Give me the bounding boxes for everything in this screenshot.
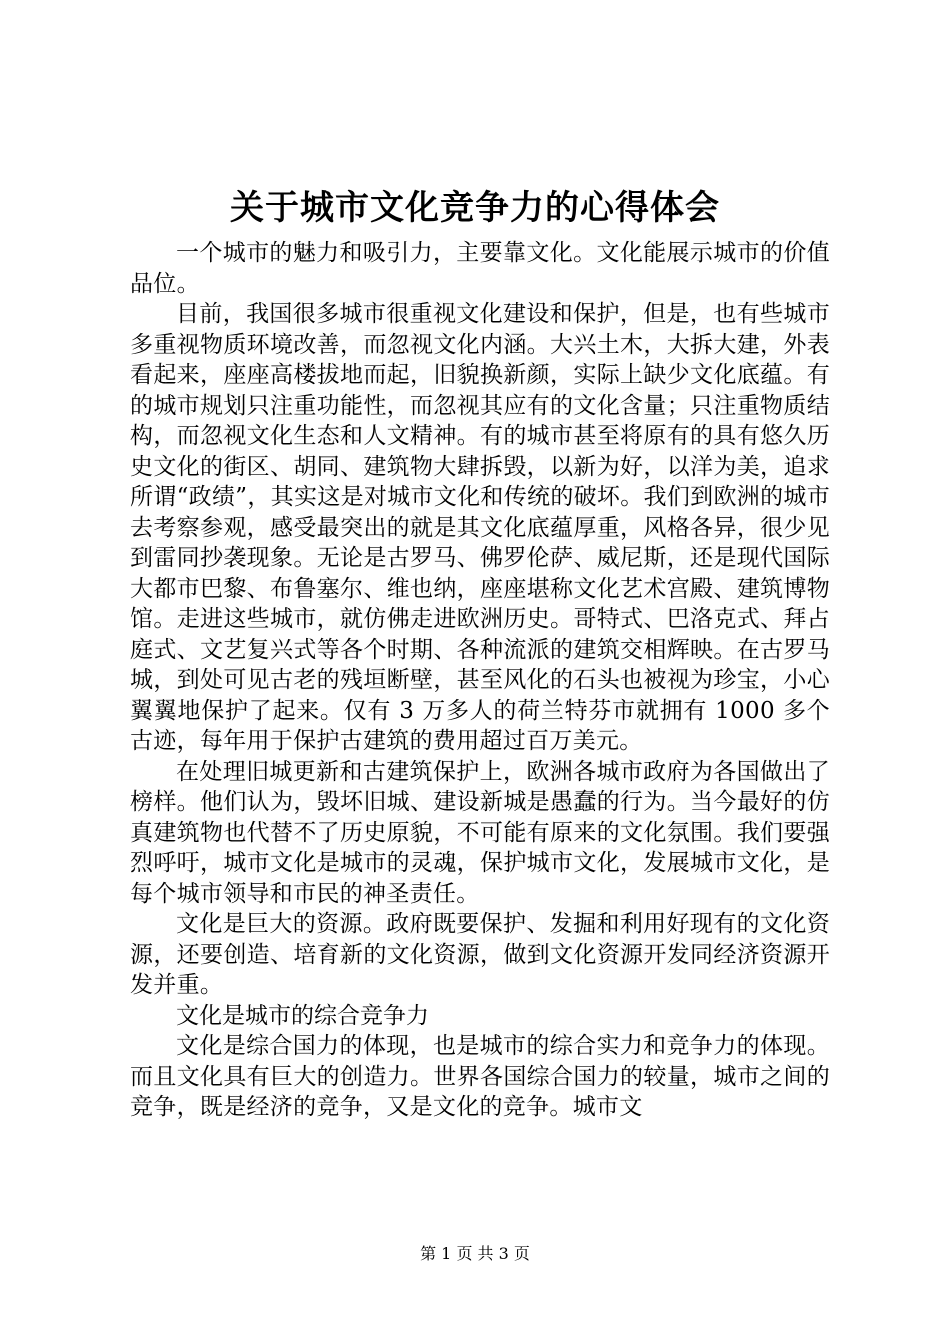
paragraph-1: 一个城市的魅力和吸引力，主要靠文化。文化能展示城市的价值品位。: [130, 240, 830, 297]
section-heading: 文化是城市的综合竞争力: [176, 1002, 429, 1029]
paragraph-2: 目前，我国很多城市很重视文化建设和保护，但是，也有些城市多重视物质环境改善，而忽视文化内涵。大兴土木，大拆大建，外表看起来，座座高楼拔地而起，旧貌换新颜，实际上缺少文化底蕴。有的城市规划只注重功能性，而忽视其应有的文化含量；只注重物质结构，而忽视文化生态和人文精神。有的城市甚至将原有的具有悠久历史文化的街区、胡同、建筑物大肆拆毁，以新为好，以洋为美，追求所谓“政绩”，其实这是对城市文化和传统的破坏。我们到欧洲的城市去考察参观，感受最突出的就是其文化底蕴厚重，风格各异，很少见到雷同抄袭现象。无论是古罗马、佛罗伦萨、威尼斯，还是现代国际大都市巴黎、布鲁塞尔、维也纳，座座堪称文化艺术宫殿、建筑博物馆。走进这些城市，就仿佛走进欧洲历史。哥特式、巴洛克式、拜占庭式、文艺复兴式等各个时期、各种流派的建筑交相辉映。在古罗马城，到处可见古老的残垣断壁，甚至风化的石头也被视为珍宝，小心翼翼地保护了起来。仅有 3 万多人的荷兰特芬市就拥有 1000 多个古迹，每年用于保护古建筑的费用超过百万美元。: [130, 301, 830, 754]
paragraph-3: 在处理旧城更新和古建筑保护上，欧洲各城市政府为各国做出了榜样。他们认为，毁坏旧城、建设新城是愚蠢的行为。当今最好的仿真建筑物也代替不了历史原貌，不可能有原来的文化氛围。我们要强烈呼吁，城市文化是城市的灵魂，保护城市文化，发展城市文化，是每个城市领导和市民的神圣责任。: [130, 758, 830, 907]
paragraph-4: 文化是巨大的资源。政府既要保护、发掘和利用好现有的文化资源，还要创造、培育新的文化资源，做到文化资源开发同经济资源开发并重。: [130, 911, 830, 998]
document-body: [130, 238, 830, 1123]
document-title: 关于城市文化竞争力的心得体会: [230, 188, 720, 228]
page-footer: 第 1 页 共 3 页: [420, 1244, 530, 1263]
paragraph-5: 文化是综合国力的体现，也是城市的综合实力和竞争力的体现。而且文化具有巨大的创造力。世界各国综合国力的较量，城市之间的竞争，既是经济的竞争，又是文化的竞争。城市文: [130, 1033, 830, 1120]
